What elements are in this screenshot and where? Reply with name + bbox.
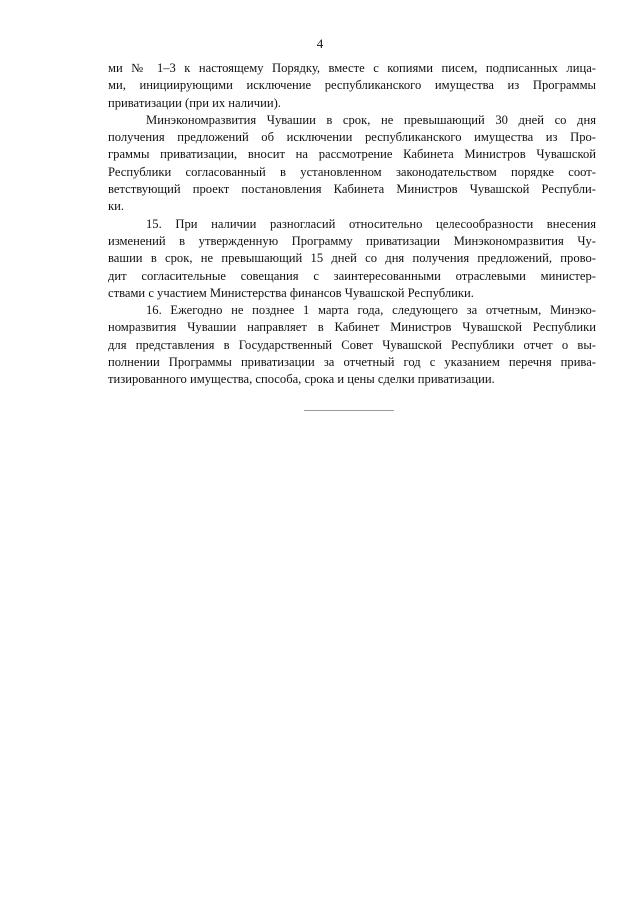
text-line: получения предложений об исключении республиканского имущества из Про- [108, 130, 596, 145]
end-divider [304, 410, 394, 411]
text-line: номразвития Чувашии направляет в Кабинет Министров Чувашской Республики [108, 320, 596, 335]
paragraph-16 [108, 302, 596, 388]
text-line: ветствующий проект постановления Кабинета Министров Чувашской Республи- [108, 182, 596, 197]
paragraph-continuation [108, 60, 596, 112]
text-line: Минэкономразвития Чувашии в срок, не превышающий 30 дней со дня [146, 112, 596, 127]
text-line: 16. Ежегодно не позднее 1 марта года, следующего за отчетным, Минэко- [146, 303, 596, 318]
text-line: граммы приватизации, вносит на рассмотрение Кабинета Министров Чувашской [108, 147, 596, 162]
text-line: Республики согласованный в установленном законодательством порядке соот- [108, 164, 596, 179]
text-line: приватизации (при их наличии). [108, 95, 281, 110]
text-line: ствами с участием Министерства финансов Чувашской Республики. [108, 285, 474, 300]
page-number: 4 [316, 36, 324, 51]
text-line: изменений в утвержденную Программу приватизации Минэкономразвития Чу- [108, 233, 596, 248]
document-body [108, 60, 596, 389]
paragraph-minekonom [108, 112, 596, 216]
text-line: ми, инициирующими исключение республиканского имущества из Программы [108, 78, 596, 93]
text-line: вашии в срок, не превышающий 15 дней со дня получения предложений, прово- [108, 251, 596, 266]
text-line: ки. [108, 199, 125, 214]
text-line: 15. При наличии разногласий относительно целесообразности внесения [146, 216, 596, 231]
text-line: полнении Программы приватизации за отчетный год с указанием перечня прива- [108, 355, 596, 370]
text-line: тизированного имущества, способа, срока и цены сделки приватизации. [108, 372, 495, 387]
text-line: ми № 1–3 к настоящему Порядку, вместе с копиями писем, подписанных лица- [108, 61, 596, 75]
text-line: для представления в Государственный Совет Чувашской Республики отчет о вы- [108, 337, 596, 352]
paragraph-15 [108, 216, 596, 302]
text-line: дит согласительные совещания с заинтересованными отраслевыми министер- [108, 268, 596, 283]
